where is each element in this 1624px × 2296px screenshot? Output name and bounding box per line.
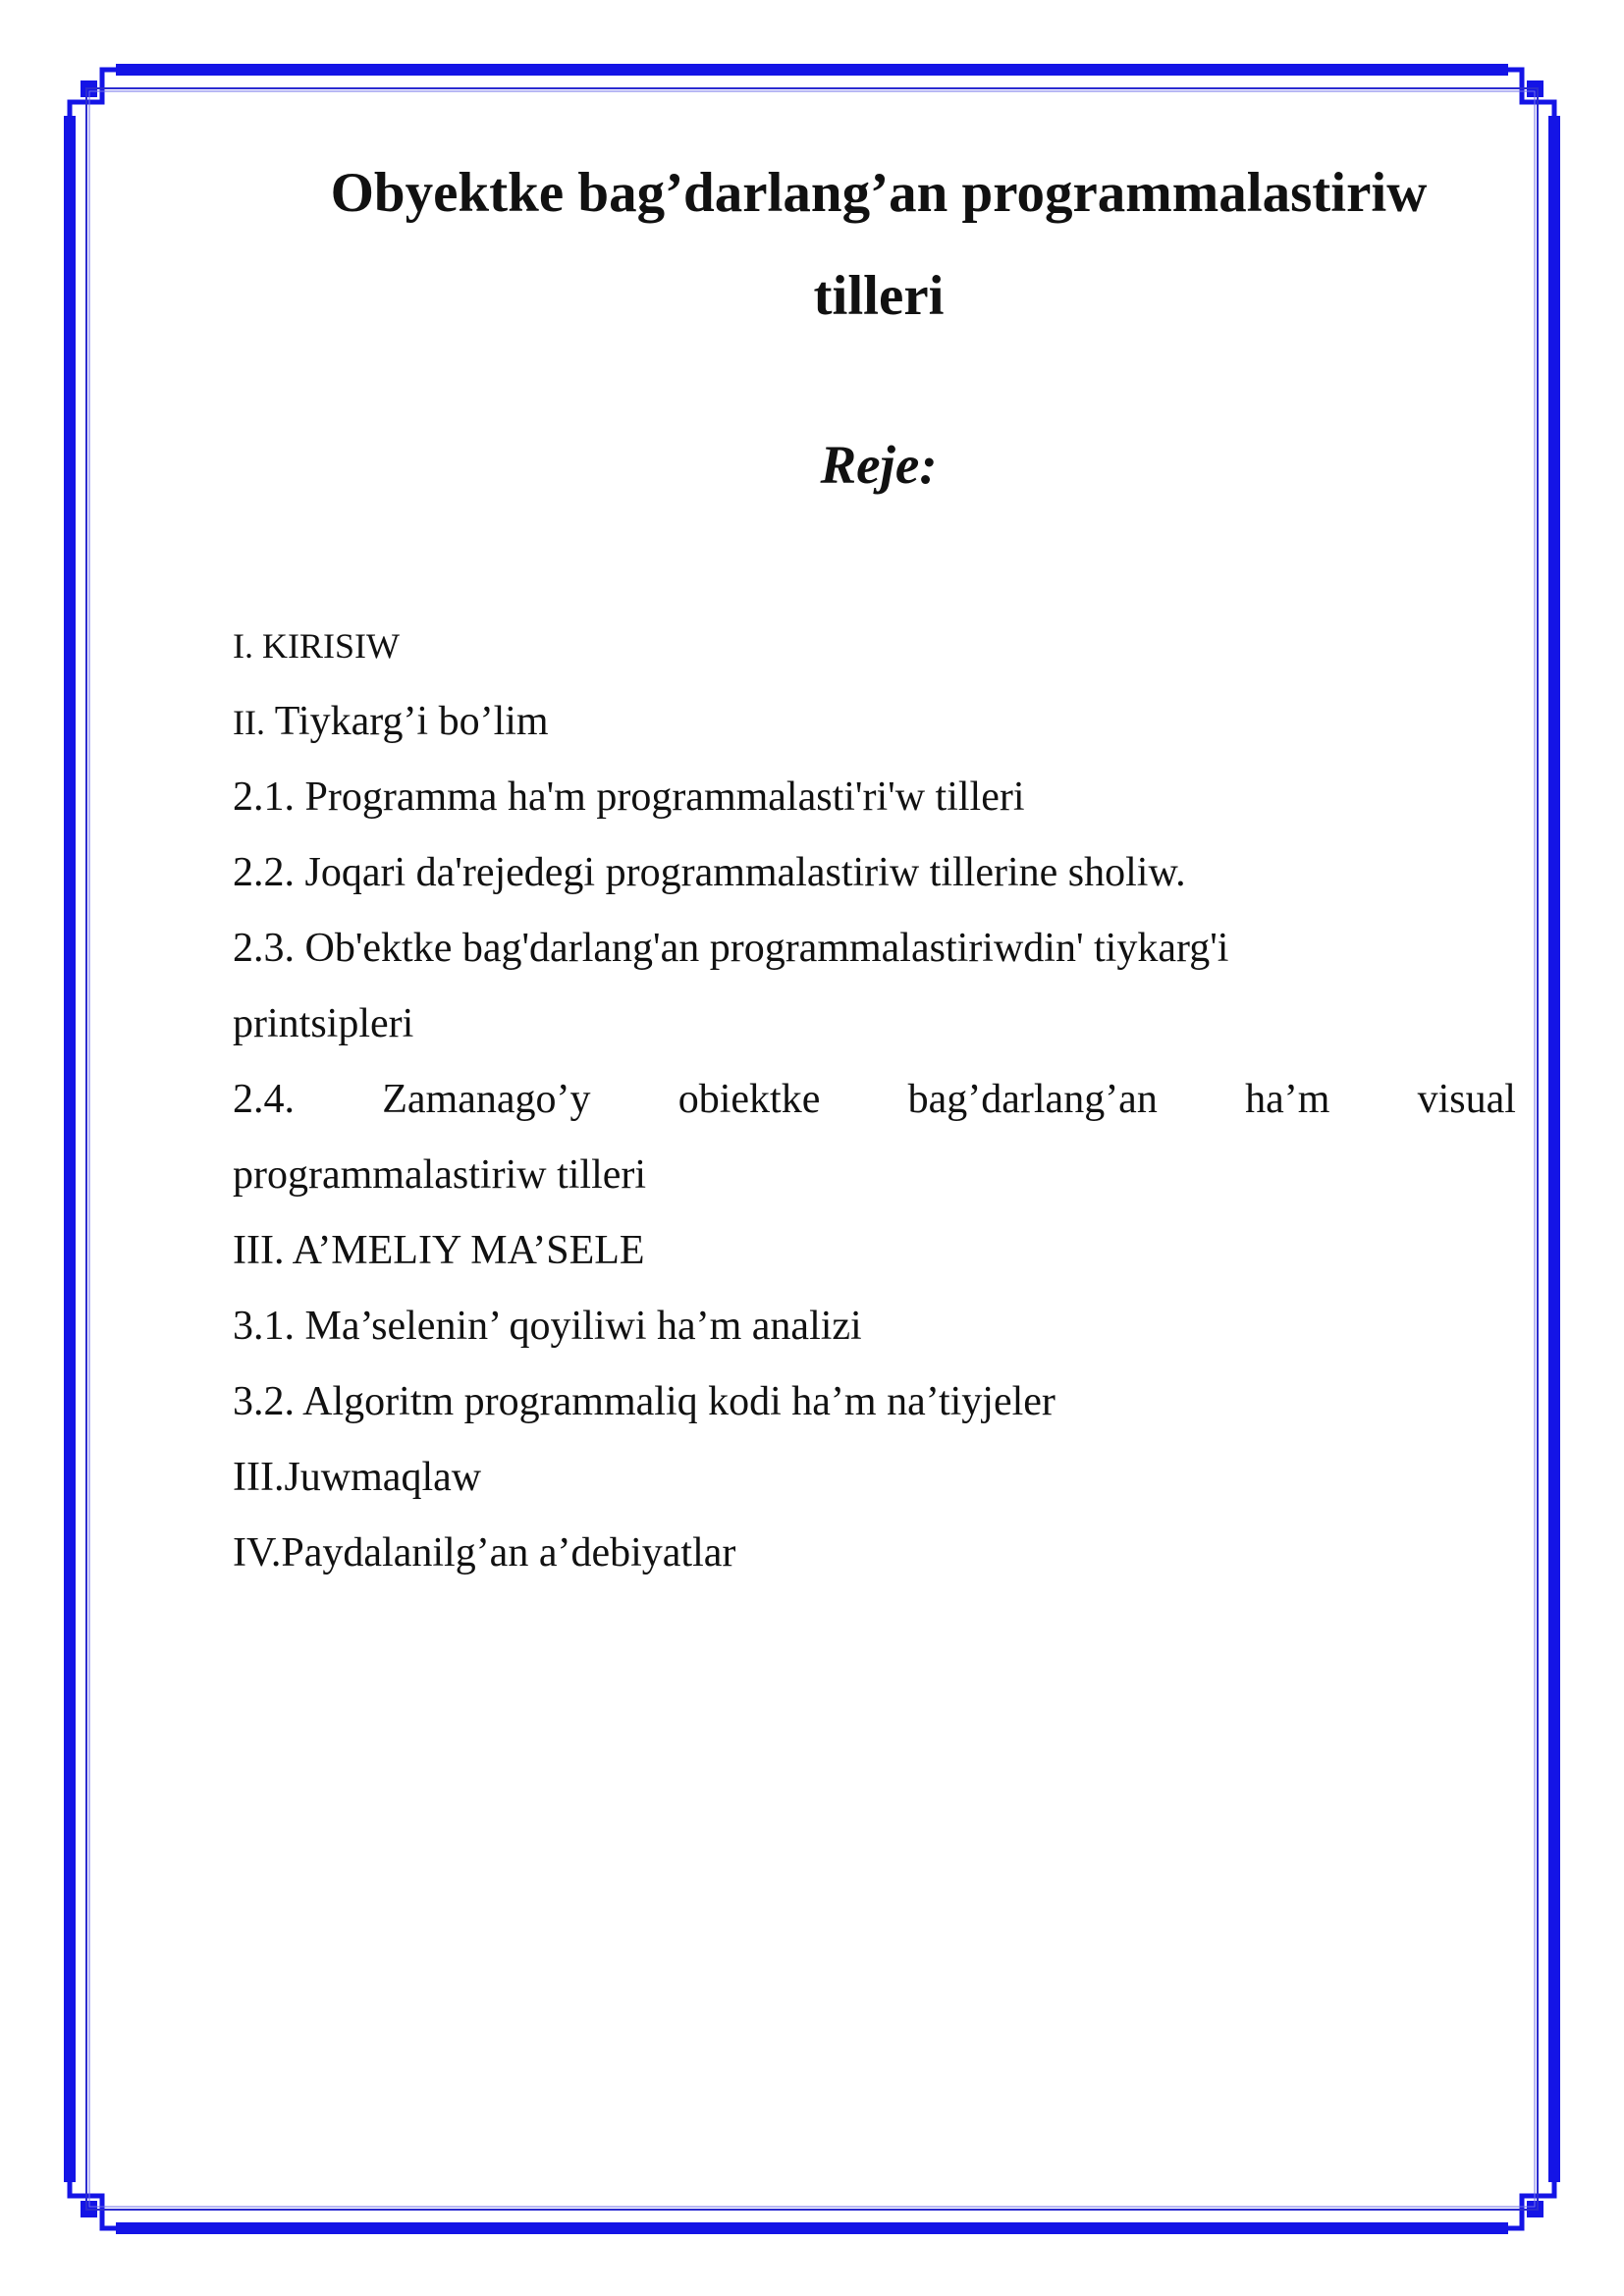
toc-item-main-part-label: Tiykarg’i bo’lim: [264, 699, 549, 744]
document-title-line-2: tilleri: [813, 265, 945, 327]
toc-item-references: IV.Paydalanilg’an a’debiyatlar: [233, 1530, 736, 1575]
toc-item-2-4-word: visual: [1417, 1077, 1516, 1122]
toc-item-conclusion: III.Juwmaqlaw: [233, 1455, 482, 1500]
toc-item-introduction: I. KIRISIW: [233, 626, 400, 666]
toc-item-2-3-line-1: 2.3. Ob'ektke bag'darlang'an programmalastiriwdin' tiykarg'i: [233, 926, 1229, 971]
toc-item-2-4-word: Zamanago’y: [382, 1077, 591, 1122]
toc-item-2-1: 2.1. Programma ha'm programmalasti'ri'w tilleri: [233, 774, 1025, 820]
document-title-line-1: Obyektke bag’darlang’an programmalastiriw: [330, 162, 1428, 224]
plan-heading: Reje:: [820, 435, 938, 495]
toc-item-2-3-line-2: printsipleri: [233, 1001, 414, 1046]
table-of-contents: [233, 609, 1516, 1591]
toc-item-practical-problem: III. A’MELIY MA’SELE: [233, 1228, 645, 1273]
toc-item-2-4-word: 2.4.: [233, 1077, 295, 1122]
toc-item-main-part: [233, 684, 1516, 760]
toc-item-2-4-word: obiektke: [677, 1077, 821, 1122]
toc-item-2-4-word: ha’m: [1245, 1077, 1330, 1122]
toc-item-2-4-line-1: [233, 1062, 1516, 1138]
toc-item-2-2: 2.2. Joqari da'rejedegi programmalastiriw tillerine sholiw.: [233, 850, 1186, 895]
toc-item-3-1: 3.1. Ma’selenin’ qoyiliwi ha’m analizi: [233, 1304, 862, 1349]
toc-item-3-2: 3.2. Algoritm programmaliq kodi ha’m na’tiyjeler: [233, 1379, 1056, 1424]
toc-item-2-4-word: bag’darlang’an: [907, 1077, 1158, 1122]
toc-item-main-part-number: II.: [233, 703, 265, 742]
toc-item-2-4-line-2: programmalastiriw tilleri: [233, 1152, 647, 1198]
